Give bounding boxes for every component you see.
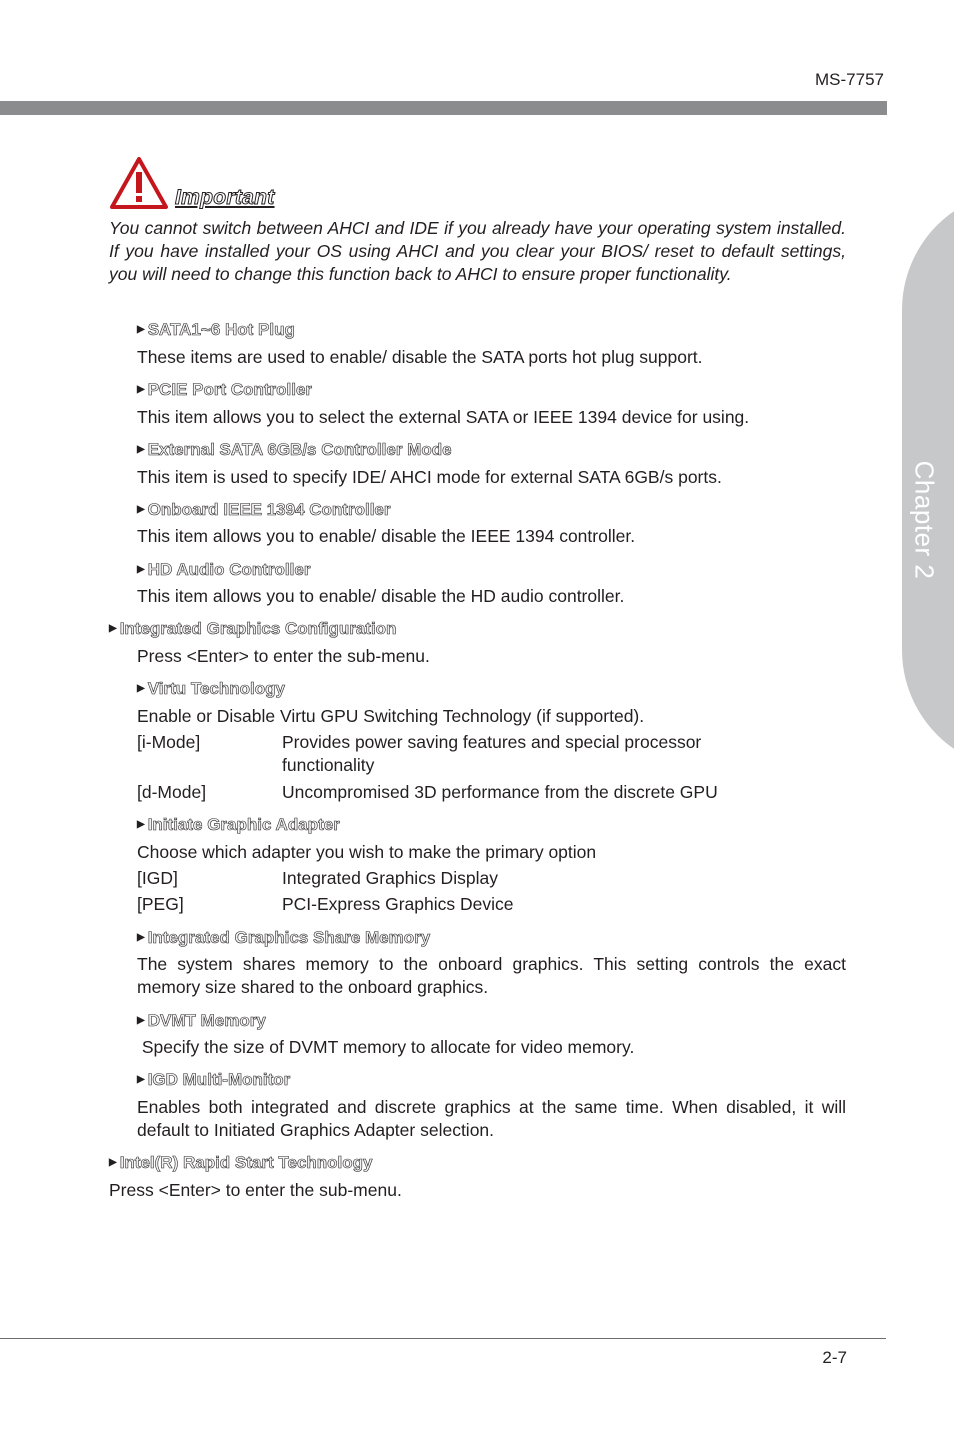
model-number: MS-7757 (815, 70, 884, 89)
triangle-right-icon: ▶ (137, 932, 145, 943)
item-desc-hd-audio: This item allows you to enable/ disable the HD audio controller. (137, 586, 625, 606)
option-key-d-mode: [d-Mode] (137, 782, 207, 802)
triangle-right-icon: ▶ (109, 623, 117, 634)
option-value-peg: PCI-Express Graphics Device (282, 894, 514, 914)
option-value-igd: Integrated Graphics Display (282, 868, 498, 888)
item-heading-onboard-ieee1394: ▶ Onboard IEEE 1394 Controller (137, 500, 391, 519)
item-desc-initiate-graphic-adapter: Choose which adapter you wish to make the primary option (137, 842, 597, 862)
option-key-peg: [PEG] (137, 894, 184, 914)
triangle-right-icon: ▶ (137, 819, 145, 830)
important-text: You cannot switch between AHCI and IDE if you already have your operating system installed. If you have installed your OS using AHCI and you clear your BIOS/ reset to default settings, you will need to change this function back to AHCI to ensure proper functionality. (109, 218, 846, 284)
footer-divider (0, 1338, 886, 1339)
item-heading-sata-hot-plug: ▶ SATA1~6 Hot Plug (137, 320, 295, 339)
chapter-label: Chapter 2 (909, 460, 940, 580)
triangle-right-icon: ▶ (137, 1015, 145, 1026)
item-heading-virtu-technology: ▶ Virtu Technology (137, 679, 285, 698)
item-heading-pcie-port-controller: ▶ PCIE Port Controller (137, 380, 313, 399)
triangle-right-icon: ▶ (137, 504, 145, 515)
option-value-d-mode: Uncompromised 3D performance from the discrete GPU (282, 782, 718, 802)
item-desc-integrated-graphics-config: Press <Enter> to enter the sub-menu. (137, 646, 430, 666)
item-desc-graphics-share-memory: The system shares memory to the onboard graphics. This setting controls the exact memory size shared to the onboard graphics. (137, 954, 846, 997)
triangle-right-icon: ▶ (137, 324, 145, 335)
option-key-i-mode: [i-Mode] (137, 732, 201, 752)
triangle-right-icon: ▶ (137, 1074, 145, 1085)
triangle-right-icon: ▶ (137, 444, 145, 455)
item-desc-igd-multi-monitor: Enables both integrated and discrete graphics at the same time. When disabled, it will default to Initiated Graphics Adapter selection. (137, 1097, 846, 1140)
item-desc-dvmt-memory: Specify the size of DVMT memory to allocate for video memory. (137, 1037, 635, 1057)
item-desc-rapid-start-technology: Press <Enter> to enter the sub-menu. (109, 1180, 402, 1200)
item-heading-integrated-graphics-config: ▶ Integrated Graphics Configuration (109, 619, 397, 638)
triangle-right-icon: ▶ (109, 1157, 117, 1168)
option-value-i-mode: Provides power saving features and special processor functionality (282, 732, 702, 775)
important-title: Important (175, 186, 275, 209)
warning-triangle-icon (109, 156, 169, 210)
item-heading-graphics-share-memory: ▶ Integrated Graphics Share Memory (137, 928, 431, 947)
item-heading-hd-audio: ▶ HD Audio Controller (137, 560, 311, 579)
item-heading-rapid-start-technology: ▶ Intel(R) Rapid Start Technology (109, 1153, 373, 1172)
triangle-right-icon: ▶ (137, 564, 145, 575)
option-key-igd: [IGD] (137, 868, 178, 888)
item-desc-sata-hot-plug: These items are used to enable/ disable the SATA ports hot plug support. (137, 347, 703, 367)
item-heading-igd-multi-monitor: ▶ IGD Multi-Monitor (137, 1070, 291, 1089)
triangle-right-icon: ▶ (137, 683, 145, 694)
item-desc-virtu-technology: Enable or Disable Virtu GPU Switching Technology (if supported). (137, 706, 645, 726)
item-heading-dvmt-memory: ▶ DVMT Memory (137, 1011, 266, 1030)
item-heading-initiate-graphic-adapter: ▶ Initiate Graphic Adapter (137, 815, 340, 834)
item-desc-pcie-port-controller: This item allows you to select the external SATA or IEEE 1394 device for using. (137, 407, 750, 427)
page-number: 2-7 (822, 1348, 847, 1367)
item-desc-onboard-ieee1394: This item allows you to enable/ disable the IEEE 1394 controller. (137, 526, 636, 546)
triangle-right-icon: ▶ (137, 384, 145, 395)
header-bar (0, 101, 887, 115)
item-desc-external-sata-mode: This item is used to specify IDE/ AHCI mode for external SATA 6GB/s ports. (137, 467, 722, 487)
item-heading-external-sata-mode: ▶ External SATA 6GB/s Controller Mode (137, 440, 452, 459)
